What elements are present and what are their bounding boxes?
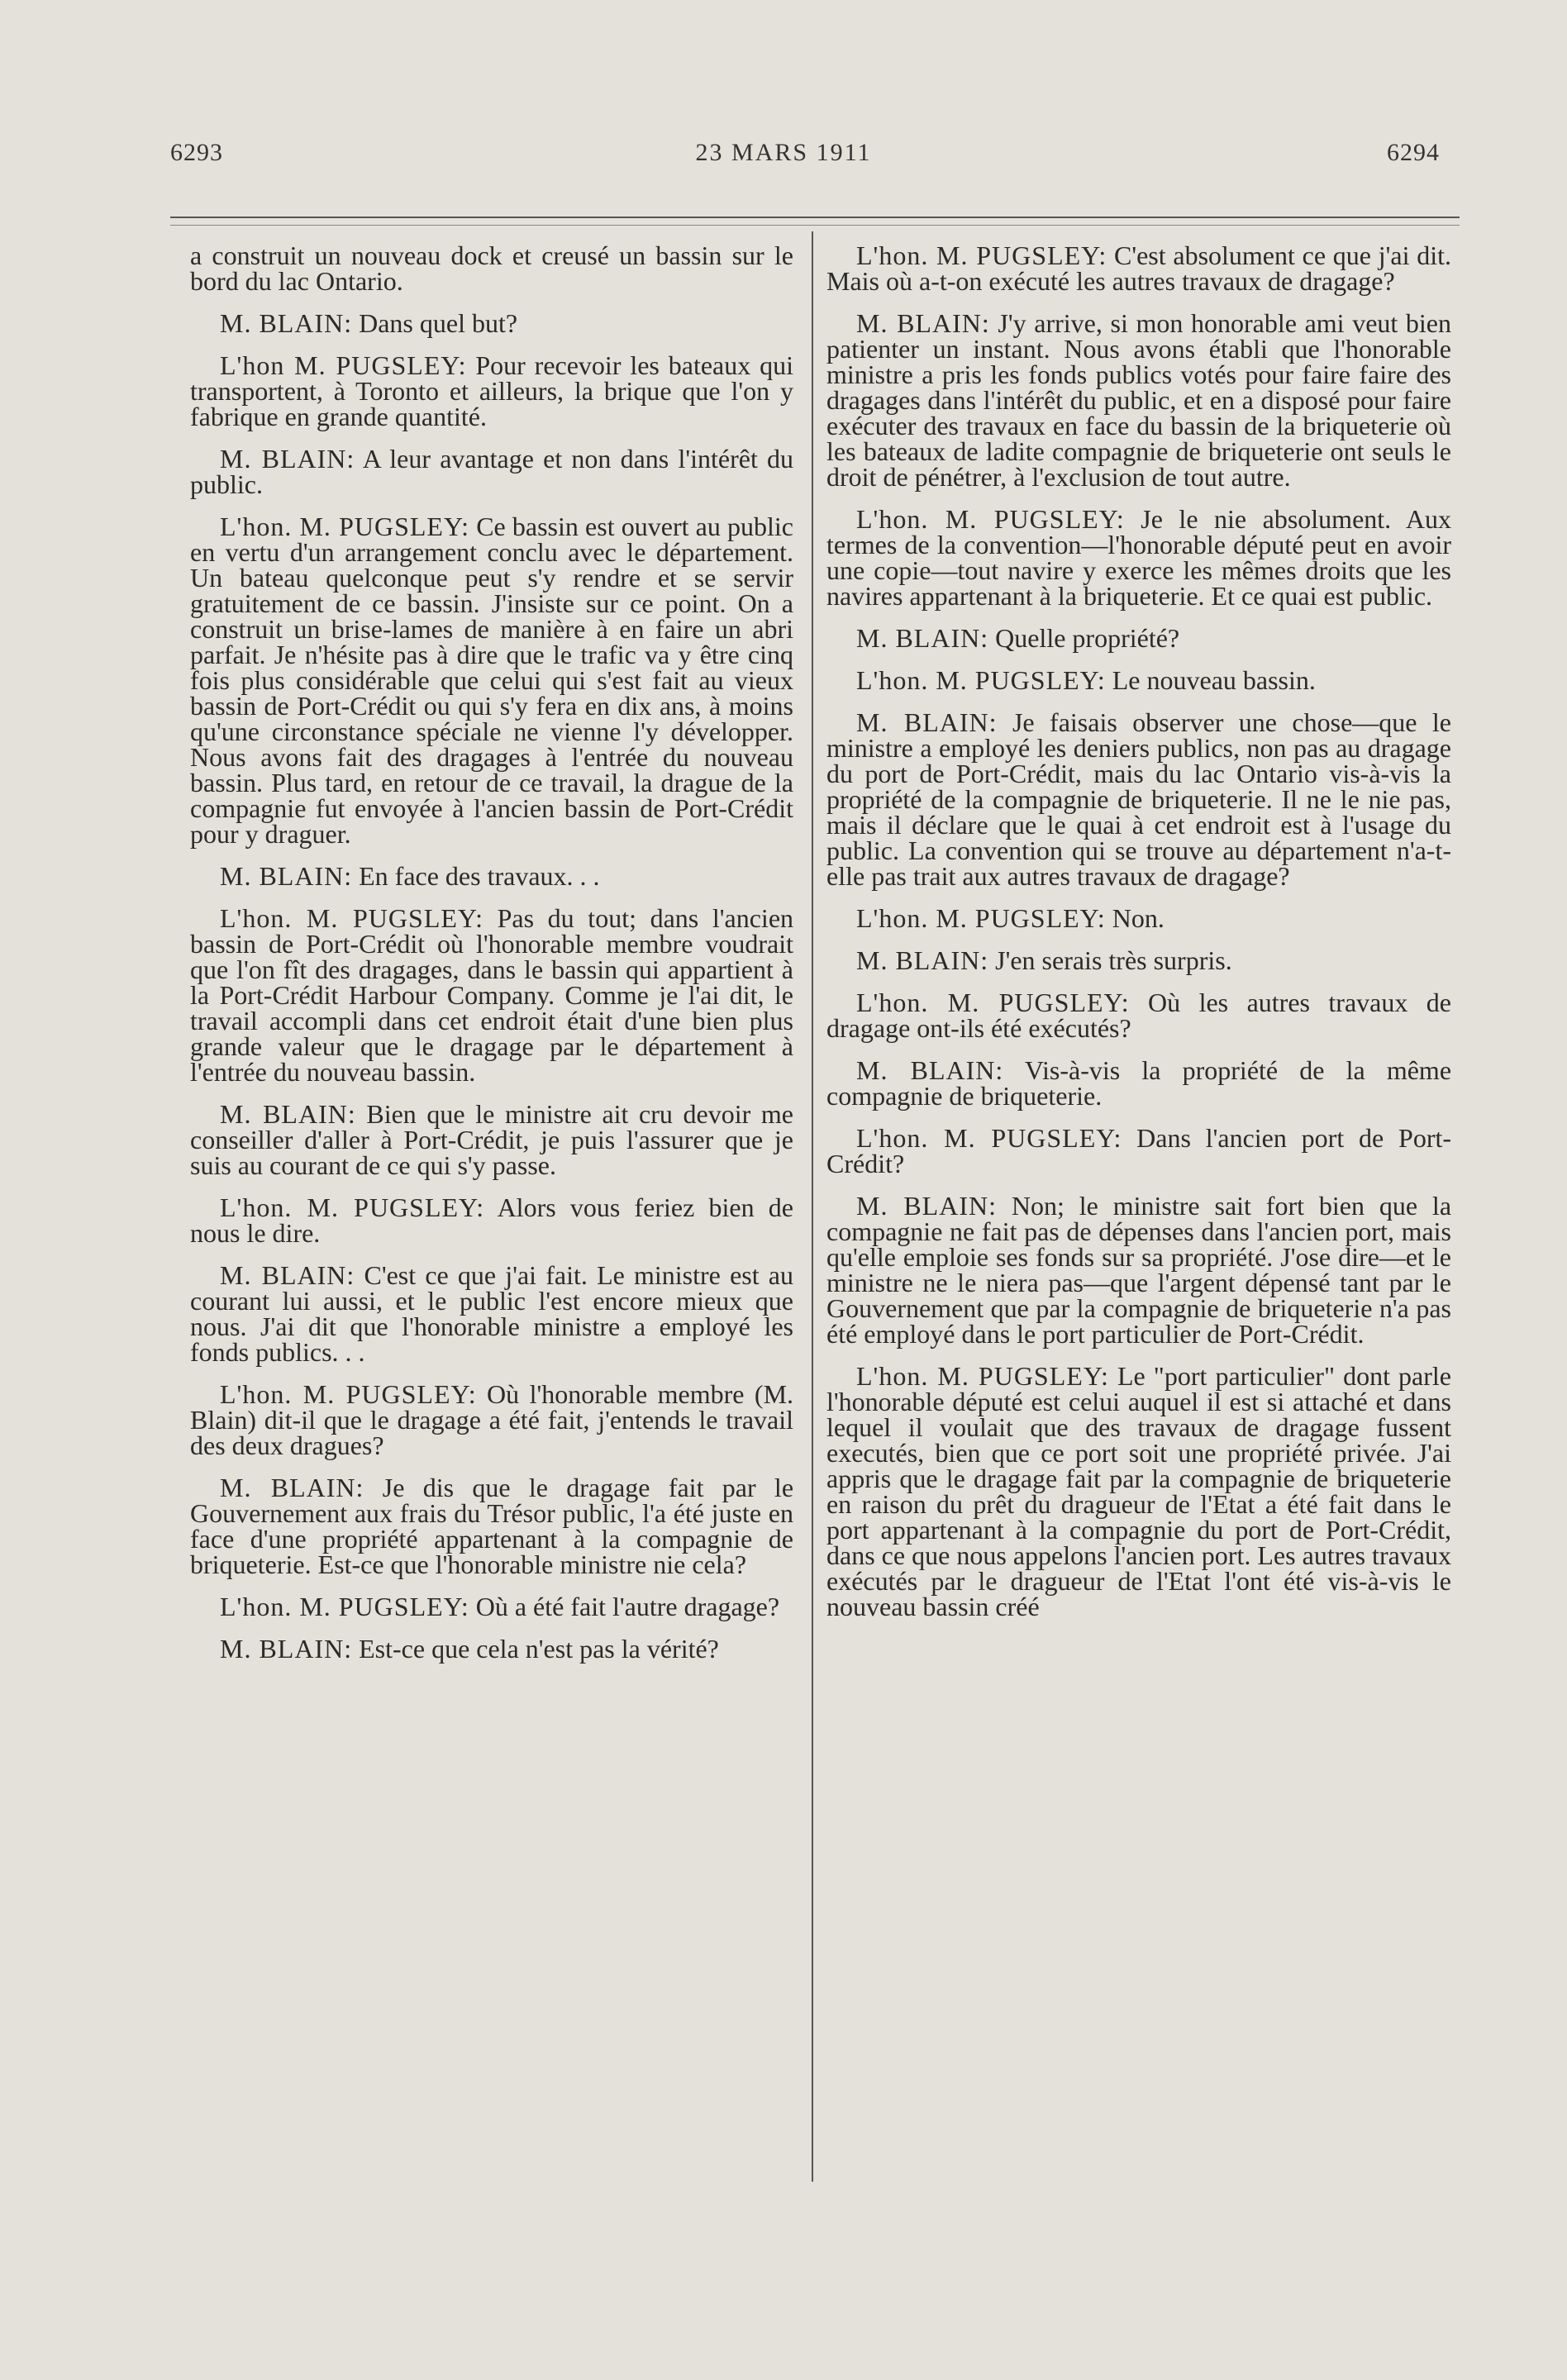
speech-paragraph bbox=[190, 1636, 793, 1662]
speaker-name: L'hon. M. PUGSLEY: bbox=[856, 1361, 1109, 1391]
speech-text: Où l'honorable membre (M. Blain) dit-il que le dragage a été fait, j'entends le travail des deux dragues? bbox=[190, 1379, 794, 1460]
speech-text: Où a été fait l'autre dragage? bbox=[475, 1592, 780, 1621]
speech-text: Je dis que le dragage fait par le Gouvernement aux frais du Trésor public, l'a été juste en face d'une propriété appartenant à la compagnie de briqueterie. Est-ce que l'honorable ministre nie cela? bbox=[190, 1473, 794, 1579]
speech-text: A leur avantage et non dans l'intérêt du public. bbox=[190, 444, 794, 499]
speech-paragraph bbox=[190, 903, 794, 1087]
speech-text: Alors vous feriez bien de nous le dire. bbox=[190, 1192, 794, 1248]
speech-text: Est-ce que cela n'est pas la vérité? bbox=[359, 1634, 719, 1664]
speech-text: Je le nie absolument. Aux termes de la convention—l'honorable député peut en avoir une copie—tout navire y exerce les mêmes droits que les navires appartenant à la briqueterie. Et ce quai est public. bbox=[826, 504, 1452, 611]
speech-text: Dans quel but? bbox=[359, 308, 518, 338]
header-rule bbox=[170, 217, 1460, 218]
speech-paragraph bbox=[826, 945, 1451, 975]
speaker-name: L'hon. M. PUGSLEY: bbox=[220, 512, 470, 541]
speaker-name: M. BLAIN: bbox=[856, 1055, 1004, 1085]
speaker-name: L'hon. M. PUGSLEY: bbox=[220, 1379, 477, 1409]
speech-text: Quelle propriété? bbox=[995, 623, 1180, 653]
speaker-name: M. BLAIN: bbox=[220, 1260, 355, 1290]
speaker-name: L'hon. M. PUGSLEY: bbox=[856, 504, 1125, 534]
speech-paragraph bbox=[190, 861, 793, 891]
speech-paragraph bbox=[826, 504, 1452, 611]
column-divider bbox=[812, 231, 813, 2182]
speech-paragraph bbox=[826, 308, 1452, 492]
speech-text: Pour recevoir les bateaux qui transportent, à Toronto et ailleurs, la brique que l'on y fabrique en grande quantité. bbox=[190, 350, 794, 431]
speech-paragraph bbox=[826, 623, 1451, 653]
speaker-name: M. BLAIN: bbox=[856, 707, 998, 737]
speech-paragraph bbox=[190, 1475, 793, 1578]
speech-text: J'y arrive, si mon honorable ami veut bien patienter un instant. Nous avons établi que l'honorable ministre a pris les fonds publics votés pour faire faire des dragages dans l'intérêt du public, et en a disposé pour faire exécuter des travaux en face du bassin de la briqueterie où les bateaux de ladite compagnie de briqueterie ont seuls le droit de pénétrer, à l'exclusion de tout autre. bbox=[826, 308, 1452, 492]
right-column bbox=[826, 240, 1452, 1636]
speech-text: Dans l'ancien port de Port-Crédit? bbox=[826, 1123, 1452, 1178]
speaker-name: M. BLAIN: bbox=[220, 444, 355, 474]
page-number-left: 6293 bbox=[170, 139, 223, 166]
speech-paragraph bbox=[826, 990, 1451, 1041]
speaker-name: L'hon. M. PUGSLEY: bbox=[856, 240, 1107, 270]
speech-text: Le nouveau bassin. bbox=[1112, 665, 1316, 695]
speech-paragraph bbox=[190, 1594, 793, 1620]
speech-text: C'est absolument ce que j'ai dit. Mais où a-t-on exécuté les autres travaux de dragage? bbox=[826, 240, 1452, 296]
speech-paragraph bbox=[826, 1055, 1452, 1111]
speaker-name: M. BLAIN: bbox=[220, 308, 353, 338]
speaker-name: L'hon. M. PUGSLEY: bbox=[856, 1123, 1122, 1153]
speaker-name: M. BLAIN: bbox=[856, 945, 989, 975]
speech-text: J'en serais très surpris. bbox=[995, 945, 1232, 975]
speech-text: Vis-à-vis la propriété de la même compagnie de briqueterie. bbox=[826, 1055, 1452, 1111]
speech-text: Non. bbox=[1112, 903, 1165, 933]
page-number-right: 6294 bbox=[1387, 139, 1440, 166]
speech-paragraph bbox=[190, 1192, 794, 1248]
speaker-name: L'hon. M. PUGSLEY: bbox=[220, 1592, 469, 1621]
speaker-name: M. BLAIN: bbox=[220, 1473, 364, 1502]
speech-paragraph bbox=[190, 1379, 794, 1460]
speaker-name: L'hon M. PUGSLEY: bbox=[220, 350, 467, 380]
speaker-name: L'hon. M. PUGSLEY: bbox=[220, 903, 483, 933]
speech-text: Je faisais observer une chose—que le ministre a employé les deniers publics, non pas au dragage du port de Port-Crédit, mais du lac Ontario vis-à-vis la propriété de la compagnie de briqueterie. Il ne le nie pas, mais il déclare que le quai à cet endroit est à l'usage du public. La convention qui se trouve au département n'a-t-elle pas trait aux autres travaux de dragage? bbox=[826, 707, 1451, 891]
speaker-name: M. BLAIN: bbox=[220, 1099, 356, 1129]
speaker-name: M. BLAIN: bbox=[856, 1191, 997, 1221]
speech-paragraph bbox=[826, 665, 1451, 695]
speech-paragraph bbox=[826, 1361, 1452, 1621]
speaker-name: M. BLAIN: bbox=[220, 861, 353, 891]
speech-text: Pas du tout; dans l'ancien bassin de Port-Crédit où l'honorable membre voudrait que l'on fît des dragages, dans le bassin qui appartient à la Port-Crédit Harbour Company. Comme je l'ai dit, le travail accompli dans cet endroit était d'une bien plus grande valeur que le dragage par le département à l'entrée du nouveau bassin. bbox=[190, 903, 794, 1087]
speech-text: Où les autres travaux de dragage ont-ils été exécutés? bbox=[826, 988, 1452, 1043]
speech-text: C'est ce que j'ai fait. Le ministre est au courant lui aussi, et le public l'est encore mieux que nous. J'ai dit que l'honorable ministre a employé les fonds publics. . . bbox=[190, 1260, 794, 1367]
speech-paragraph bbox=[826, 903, 1451, 933]
speaker-name: L'hon. M. PUGSLEY: bbox=[856, 988, 1130, 1017]
speaker-name: M. BLAIN: bbox=[220, 1634, 353, 1664]
speech-paragraph bbox=[826, 1193, 1451, 1347]
header-rule-thin bbox=[170, 225, 1460, 226]
speech-text: Le "port particulier" dont parle l'honorable député est celui auquel il est si attaché et dans lequel il voulait que des travaux de dragage fussent executés, bien que ce port soit une propriété privée. J'ai appris que le dragage fait par la compagnie de briqueterie en raison du prêt du dragueur de l'Etat a été fait dans le port appartenant à la compagnie du port de Port-Crédit, dans ce que nous appelons l'ancien port. Les autres travaux exécutés par le dragueur de l'Etat l'ont été vis-à-vis le nouveau bassin créé bbox=[826, 1361, 1452, 1621]
speech-paragraph bbox=[190, 1099, 794, 1180]
speech-paragraph bbox=[190, 1260, 794, 1367]
speech-paragraph bbox=[190, 514, 793, 847]
speech-text: En face des travaux. . . bbox=[359, 861, 600, 891]
speaker-name: M. BLAIN: bbox=[856, 308, 990, 338]
speaker-name: L'hon. M. PUGSLEY: bbox=[856, 665, 1106, 695]
speech-paragraph bbox=[190, 308, 793, 338]
speech-paragraph bbox=[826, 240, 1452, 296]
page-date: 23 MARS 1911 bbox=[695, 139, 872, 166]
left-column bbox=[190, 240, 794, 1678]
speech-text: Ce bassin est ouvert au public en vertu d'un arrangement conclu avec le département. Un bateau quelconque peut s'y rendre et se servir gratuitement de ce bassin. J'insiste sur ce point. On a construit un brise-lames de manière à en faire un abri parfait. Je n'hésite pas à dire que le trafic va y être cinq fois plus considérable que celui qui s'est fait au vieux bassin de Port-Crédit ou qui s'y fera en dix ans, à moins qu'une circonstance spéciale ne vienne l'y développer. Nous avons fait des dragages à l'entrée du nouveau bassin. Plus tard, en retour de ce travail, la drague de la compagnie fut envoyée à l'ancien bassin de Port-Crédit pour y draguer. bbox=[190, 512, 794, 849]
speech-paragraph bbox=[190, 240, 793, 296]
speech-paragraph bbox=[826, 707, 1451, 891]
speech-paragraph bbox=[190, 350, 794, 431]
speech-paragraph bbox=[190, 446, 793, 497]
speech-text: Bien que le ministre ait cru devoir me conseiller d'aller à Port-Crédit, je puis l'assurer que je suis au courant de ce qui s'y passe. bbox=[190, 1099, 794, 1180]
speaker-name: L'hon. M. PUGSLEY: bbox=[856, 903, 1106, 933]
speaker-name: L'hon. M. PUGSLEY: bbox=[220, 1192, 485, 1222]
speech-text: Non; le ministre sait fort bien que la compagnie ne fait pas de dépenses dans l'ancien port, mais qu'elle emploie ses fonds sur sa propriété. J'ose dire—et le ministre ne le niera pas—que l'argent dépensé tant par le Gouvernement que par la compagnie de briqueterie n'a pas été employé dans le port particulier de Port-Crédit. bbox=[826, 1191, 1452, 1349]
speaker-name: M. BLAIN: bbox=[856, 623, 989, 653]
speech-text: a construit un nouveau dock et creusé un bassin sur le bord du lac Ontario. bbox=[190, 240, 793, 296]
speech-paragraph bbox=[826, 1123, 1452, 1178]
